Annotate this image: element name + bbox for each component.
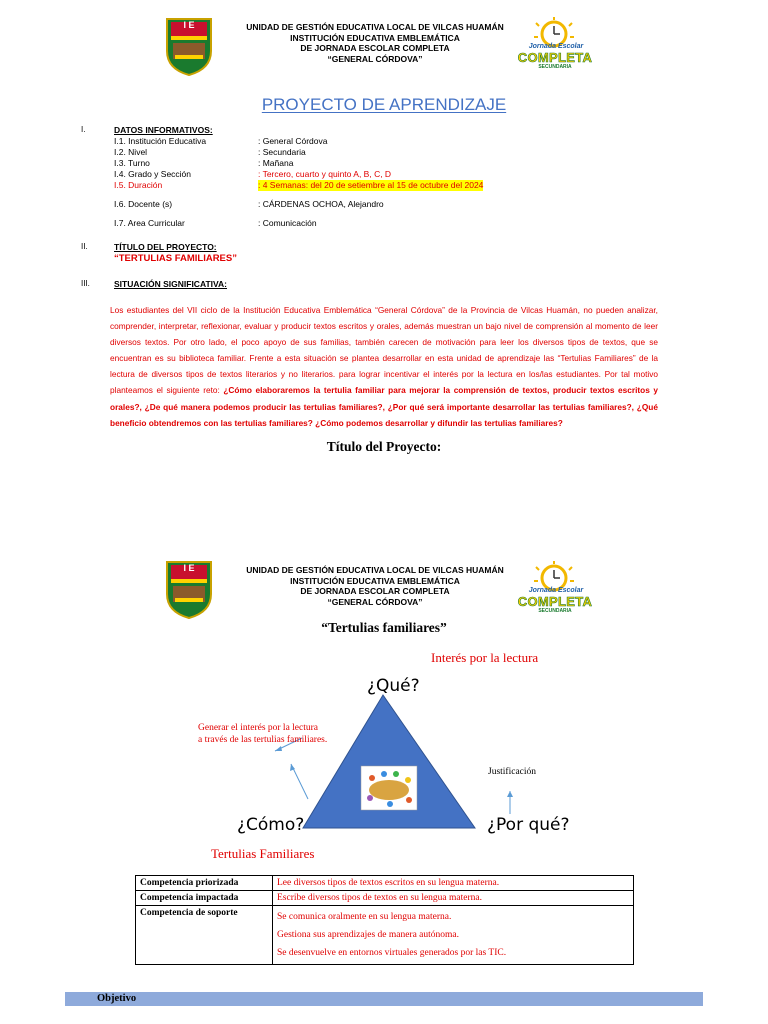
porque-label: ¿Por qué? <box>487 815 570 835</box>
table-row <box>136 876 634 891</box>
generar-line-1: Generar el interés por la lectura <box>198 723 319 733</box>
info-label: I.3. Turno <box>114 158 150 168</box>
table-row <box>136 891 634 906</box>
info-label: I.6. Docente (s) <box>114 199 173 209</box>
header-line: UNIDAD DE GESTIÓN EDUCATIVA LOCAL DE VILCAS HUAMÁN <box>246 565 504 575</box>
competencia-value <box>273 876 634 891</box>
section-1-title: DATOS INFORMATIVOS: <box>114 125 213 135</box>
section-2-title: TÍTULO DEL PROYECTO: <box>114 242 217 252</box>
section-3-number: III. <box>81 279 90 288</box>
jec-logo-top: Jornada Escolar <box>528 587 584 594</box>
project-name: “TERTULIAS FAMILIARES” <box>114 253 237 264</box>
que-label: ¿Qué? <box>367 676 420 696</box>
info-value: : Tercero, cuarto y quinto A, B, C, D <box>258 169 392 179</box>
competencia-item: Se comunica oralmente en su lengua materna. <box>277 912 452 922</box>
info-label: I.4. Grado y Sección <box>114 169 192 179</box>
info-value: : Secundaria <box>258 147 306 157</box>
section-3-title: SITUACIÓN SIGNIFICATIVA: <box>114 279 228 289</box>
section-1-number: I. <box>81 125 86 134</box>
competencia-type: Competencia impactada <box>136 891 273 906</box>
competencia-type: Competencia priorizada <box>136 876 273 891</box>
competencia-item: Lee diversos tipos de textos escritos en su lengua materna. <box>277 878 500 888</box>
competencia-item: Escribe diversos tipos de textos en su lengua materna. <box>277 893 482 903</box>
header-line: INSTITUCIÓN EDUCATIVA EMBLEMÁTICA <box>290 575 460 586</box>
situacion-significativa-text <box>110 302 658 431</box>
diagram-title: “Tertulias familiares” <box>321 620 447 635</box>
titulo-proyecto-label: Título del Proyecto: <box>326 439 442 454</box>
info-value: : Mañana <box>258 158 294 168</box>
info-label: I.5. Duración <box>114 180 163 190</box>
page-header <box>225 565 525 607</box>
info-value: : Comunicación <box>258 218 317 228</box>
jec-logo-main: COMPLETA <box>517 50 593 65</box>
info-label: I.7. Area Curricular <box>114 218 185 228</box>
info-label: I.1. Institución Educativa <box>114 136 207 146</box>
page-title: PROYECTO DE APRENDIZAJE <box>261 95 507 114</box>
header-line: “GENERAL CÓRDOVA” <box>327 53 423 64</box>
header-line: UNIDAD DE GESTIÓN EDUCATIVA LOCAL DE VILCAS HUAMÁN <box>246 22 504 32</box>
header-line: INSTITUCIÓN EDUCATIVA EMBLEMÁTICA <box>290 32 460 43</box>
header-line: “GENERAL CÓRDOVA” <box>327 596 423 607</box>
jec-logo-sub: SECUNDARIA <box>538 64 572 70</box>
info-value: : General Córdova <box>258 136 328 146</box>
competencia-type: Competencia de soporte <box>136 906 273 965</box>
jec-logo-main: COMPLETA <box>517 594 593 609</box>
objetivo-bar <box>65 992 703 1006</box>
competencia-item: Se desenvuelve en entornos virtuales generados por las TIC. <box>277 948 507 958</box>
header-line: DE JORNADA ESCOLAR COMPLETA <box>300 43 450 53</box>
crest-letters: I E <box>183 20 195 30</box>
info-label: I.2. Nivel <box>114 147 148 157</box>
situacion-bold-text: ¿Cómo elaboraremos la tertulia familiar para mejorar la comprensión de textos, producir textos escritos y orales?, ¿De qué manera podemos producir las tertulias familiares?, ¿Por qué será importante desarrollar las tertulias familiares?, ¿Qué beneficio obtendremos con las tertulias familiares? ¿Cómo podemos desarrollar y difundir las tertulias familiares? <box>110 385 659 428</box>
info-value: : CÁRDENAS OCHOA, Alejandro <box>258 199 384 209</box>
como-label: ¿Cómo? <box>237 815 305 835</box>
competencia-value <box>273 906 634 965</box>
generar-line-2: a través de las tertulias familiares. <box>198 735 328 745</box>
tertulias-label: Tertulias Familiares <box>211 846 315 861</box>
justificacion-label: Justificación <box>488 767 537 777</box>
header-line: DE JORNADA ESCOLAR COMPLETA <box>300 586 450 596</box>
competencias-table <box>135 875 634 965</box>
jec-logo-top: Jornada Escolar <box>528 43 584 50</box>
info-value: : 4 Semanas: del 20 de setiembre al 15 de octubre del 2024 <box>258 180 484 190</box>
interes-label: Interés por la lectura <box>431 650 539 665</box>
crest-letters: I E <box>183 563 195 573</box>
table-row <box>136 906 634 965</box>
jec-logo-sub: SECUNDARIA <box>538 608 572 614</box>
page-header <box>225 22 525 64</box>
situacion-normal-text: Los estudiantes del VII ciclo de la Institución Educativa Emblemática “General Córdova” de la Provincia de Vilcas Huamán, no pueden analizar, comprender, interpretar, reflexionar, evaluar y producir textos escritos y orales, además muestran un bajo nivel de comprensión al momento de leer diversos textos. Por otro lado, el poco apoyo de sus familias, también carecen de motivación para leer los diversos tipos de textos, que se encuentran es su biblioteca familiar. Frente a esta situación se plantea desarrollar en esta unidad de aprendizaje las “Tertulias Familiares” de la lectura de diversos tipos de textos literarios y no literarios. para lograr incentivar el interés por la lectura en los/las estudiantes. Por tal motivo planteamos el siguiente reto: <box>110 305 658 396</box>
competencia-value <box>273 891 634 906</box>
objetivo-label: Objetivo <box>97 993 137 1004</box>
section-2-number: II. <box>81 242 88 251</box>
competencia-item: Gestiona sus aprendizajes de manera autónoma. <box>277 930 460 940</box>
